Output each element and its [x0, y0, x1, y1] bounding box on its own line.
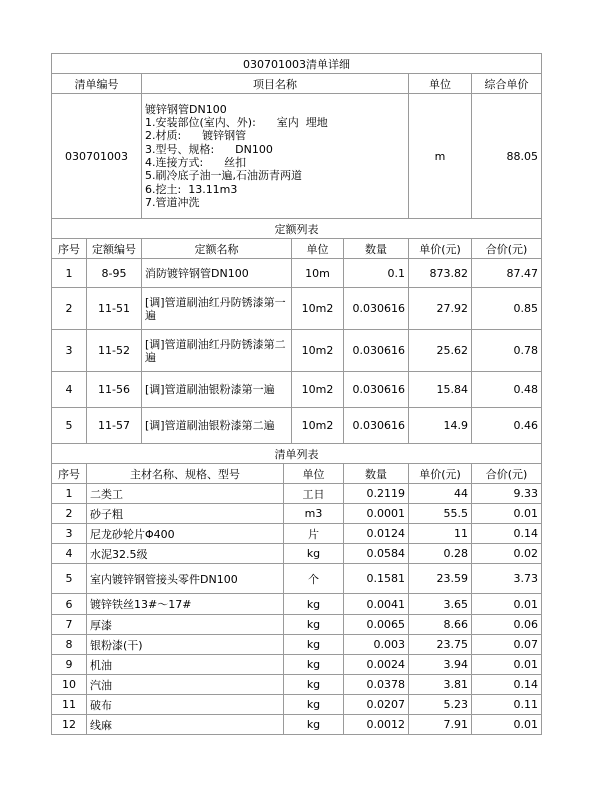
quota-cell: 10m2 — [292, 288, 344, 330]
materials-row — [52, 655, 542, 675]
quota-col-header: 单价(元) — [409, 239, 472, 259]
quota-row — [52, 408, 542, 444]
materials-cell: 0.0584 — [344, 544, 409, 564]
quota-cell: 3 — [52, 330, 87, 372]
quota-cell: [调]管道刷油红丹防锈漆第一遍 — [142, 288, 292, 330]
materials-row — [52, 695, 542, 715]
materials-cell: 机油 — [87, 655, 284, 675]
quota-cell: 0.030616 — [344, 372, 409, 408]
materials-cell: m3 — [284, 504, 344, 524]
quota-cell: 10m — [292, 259, 344, 288]
materials-cell: kg — [284, 695, 344, 715]
quota-cell: 11-56 — [87, 372, 142, 408]
materials-cell: 9.33 — [472, 484, 542, 504]
quota-cell: 14.9 — [409, 408, 472, 444]
materials-cell: 23.75 — [409, 635, 472, 655]
quota-cell: [调]管道刷油银粉漆第一遍 — [142, 372, 292, 408]
materials-cell: 厚漆 — [87, 615, 284, 635]
materials-cell: 9 — [52, 655, 87, 675]
materials-row — [52, 635, 542, 655]
materials-row — [52, 615, 542, 635]
materials-cell: kg — [284, 655, 344, 675]
materials-table — [51, 443, 542, 735]
materials-cell: kg — [284, 675, 344, 695]
materials-cell: 0.0024 — [344, 655, 409, 675]
materials-cell: 11 — [409, 524, 472, 544]
quota-cell: 10m2 — [292, 372, 344, 408]
materials-cell: 4 — [52, 544, 87, 564]
quota-cell: [调]管道刷油红丹防锈漆第二遍 — [142, 330, 292, 372]
materials-cell: 0.07 — [472, 635, 542, 655]
materials-cell: 0.01 — [472, 655, 542, 675]
materials-cell: kg — [284, 615, 344, 635]
materials-cell: 0.01 — [472, 594, 542, 615]
materials-row — [52, 675, 542, 695]
quota-cell: 15.84 — [409, 372, 472, 408]
materials-cell: 23.59 — [409, 564, 472, 594]
materials-col-header: 数量 — [344, 464, 409, 484]
quota-col-header: 定额名称 — [142, 239, 292, 259]
col-header-code: 清单编号 — [52, 74, 142, 94]
quota-row — [52, 288, 542, 330]
quota-cell: 0.030616 — [344, 288, 409, 330]
materials-cell: 镀锌铁丝13#～17# — [87, 594, 284, 615]
materials-cell: 片 — [284, 524, 344, 544]
quota-cell: 0.46 — [472, 408, 542, 444]
materials-cell: 0.0001 — [344, 504, 409, 524]
materials-cell: 0.2119 — [344, 484, 409, 504]
quota-cell: 27.92 — [409, 288, 472, 330]
quota-col-header: 序号 — [52, 239, 87, 259]
desc-line: 7.管道冲洗 — [145, 195, 200, 209]
quota-cell: 87.47 — [472, 259, 542, 288]
quota-col-header: 数量 — [344, 239, 409, 259]
materials-cell: 11 — [52, 695, 87, 715]
quota-table — [51, 218, 542, 444]
quota-row — [52, 330, 542, 372]
quota-col-header: 定额编号 — [87, 239, 142, 259]
materials-cell: kg — [284, 544, 344, 564]
materials-cell: 2 — [52, 504, 87, 524]
item-unit: m — [409, 94, 472, 219]
quota-cell: [调]管道刷油银粉漆第二遍 — [142, 408, 292, 444]
materials-cell: 0.01 — [472, 715, 542, 735]
quota-cell: 11-52 — [87, 330, 142, 372]
materials-cell: 7.91 — [409, 715, 472, 735]
desc-line: 3.型号、规格: DN100 — [145, 142, 273, 156]
materials-row — [52, 544, 542, 564]
quota-cell: 消防镀锌钢管DN100 — [142, 259, 292, 288]
materials-cell: 0.0041 — [344, 594, 409, 615]
materials-cell: 砂子粗 — [87, 504, 284, 524]
materials-row — [52, 564, 542, 594]
quota-cell: 4 — [52, 372, 87, 408]
materials-cell: 3.73 — [472, 564, 542, 594]
quota-cell: 0.030616 — [344, 408, 409, 444]
materials-row — [52, 715, 542, 735]
materials-cell: 汽油 — [87, 675, 284, 695]
materials-row — [52, 484, 542, 504]
quota-cell: 0.1 — [344, 259, 409, 288]
materials-cell: 6 — [52, 594, 87, 615]
materials-cell: 7 — [52, 615, 87, 635]
col-header-name: 项目名称 — [142, 74, 409, 94]
quota-row — [52, 372, 542, 408]
materials-cell: 0.01 — [472, 504, 542, 524]
materials-cell: 3.94 — [409, 655, 472, 675]
materials-cell: 8.66 — [409, 615, 472, 635]
materials-cell: 工日 — [284, 484, 344, 504]
quota-cell: 5 — [52, 408, 87, 444]
materials-cell: 3.65 — [409, 594, 472, 615]
item-description — [142, 94, 409, 219]
materials-col-header: 序号 — [52, 464, 87, 484]
materials-cell: 0.14 — [472, 675, 542, 695]
page-title: 030701003清单详细 — [52, 54, 542, 74]
materials-cell: 55.5 — [409, 504, 472, 524]
materials-cell: 0.1581 — [344, 564, 409, 594]
materials-cell: 3.81 — [409, 675, 472, 695]
quota-cell: 0.85 — [472, 288, 542, 330]
desc-line: 6.挖土: 13.11m3 — [145, 182, 238, 196]
materials-cell: 0.003 — [344, 635, 409, 655]
materials-cell: 5.23 — [409, 695, 472, 715]
quota-col-header: 单位 — [292, 239, 344, 259]
quota-row — [52, 259, 542, 288]
materials-col-header: 合价(元) — [472, 464, 542, 484]
item-code: 030701003 — [52, 94, 142, 219]
materials-cell: 尼龙砂轮片Φ400 — [87, 524, 284, 544]
materials-cell: 1 — [52, 484, 87, 504]
materials-cell: 室内镀锌钢管接头零件DN100 — [87, 564, 284, 594]
materials-cell: 10 — [52, 675, 87, 695]
materials-col-header: 单位 — [284, 464, 344, 484]
materials-cell: 个 — [284, 564, 344, 594]
materials-row — [52, 594, 542, 615]
quota-cell: 10m2 — [292, 408, 344, 444]
desc-line: 4.连接方式: 丝扣 — [145, 156, 247, 169]
quota-cell: 2 — [52, 288, 87, 330]
desc-line: 1.安装部位(室内、外): 室内 埋地 — [145, 116, 328, 130]
quota-cell: 0.48 — [472, 372, 542, 408]
quota-col-header: 合价(元) — [472, 239, 542, 259]
materials-col-header: 主材名称、规格、型号 — [87, 464, 284, 484]
materials-cell: kg — [284, 715, 344, 735]
quota-cell: 873.82 — [409, 259, 472, 288]
materials-cell: 0.0065 — [344, 615, 409, 635]
bill-header-table — [51, 53, 542, 219]
quota-section-title: 定额列表 — [52, 219, 542, 239]
desc-line: 镀锌钢管DN100 — [145, 102, 227, 116]
col-header-unit: 单位 — [409, 74, 472, 94]
materials-cell: 0.06 — [472, 615, 542, 635]
materials-cell: 8 — [52, 635, 87, 655]
materials-cell: 破布 — [87, 695, 284, 715]
materials-cell: 44 — [409, 484, 472, 504]
item-price: 88.05 — [472, 94, 542, 219]
materials-cell: 5 — [52, 564, 87, 594]
materials-col-header: 单价(元) — [409, 464, 472, 484]
materials-cell: 水泥32.5级 — [87, 544, 284, 564]
materials-row — [52, 524, 542, 544]
quota-cell: 0.030616 — [344, 330, 409, 372]
materials-row — [52, 504, 542, 524]
quota-cell: 1 — [52, 259, 87, 288]
materials-cell: 0.28 — [409, 544, 472, 564]
materials-cell: 0.0124 — [344, 524, 409, 544]
materials-cell: 银粉漆(干) — [87, 635, 284, 655]
materials-cell: 0.0378 — [344, 675, 409, 695]
materials-cell: 0.0012 — [344, 715, 409, 735]
quota-cell: 10m2 — [292, 330, 344, 372]
materials-cell: 0.0207 — [344, 695, 409, 715]
desc-line: 5.刷冷底子油一遍,石油沥青两道 — [145, 169, 302, 183]
col-header-price: 综合单价 — [472, 74, 542, 94]
materials-cell: kg — [284, 635, 344, 655]
bill-detail-table — [51, 53, 541, 735]
materials-cell: 0.02 — [472, 544, 542, 564]
quota-cell: 11-57 — [87, 408, 142, 444]
materials-cell: 线麻 — [87, 715, 284, 735]
materials-cell: 0.11 — [472, 695, 542, 715]
materials-section-title: 清单列表 — [52, 444, 542, 464]
materials-cell: 3 — [52, 524, 87, 544]
quota-cell: 8-95 — [87, 259, 142, 288]
materials-cell: 12 — [52, 715, 87, 735]
desc-line: 2.材质: 镀锌钢管 — [145, 129, 247, 143]
materials-cell: 0.14 — [472, 524, 542, 544]
materials-cell: kg — [284, 594, 344, 615]
quota-cell: 0.78 — [472, 330, 542, 372]
materials-cell: 二类工 — [87, 484, 284, 504]
quota-cell: 25.62 — [409, 330, 472, 372]
quota-cell: 11-51 — [87, 288, 142, 330]
